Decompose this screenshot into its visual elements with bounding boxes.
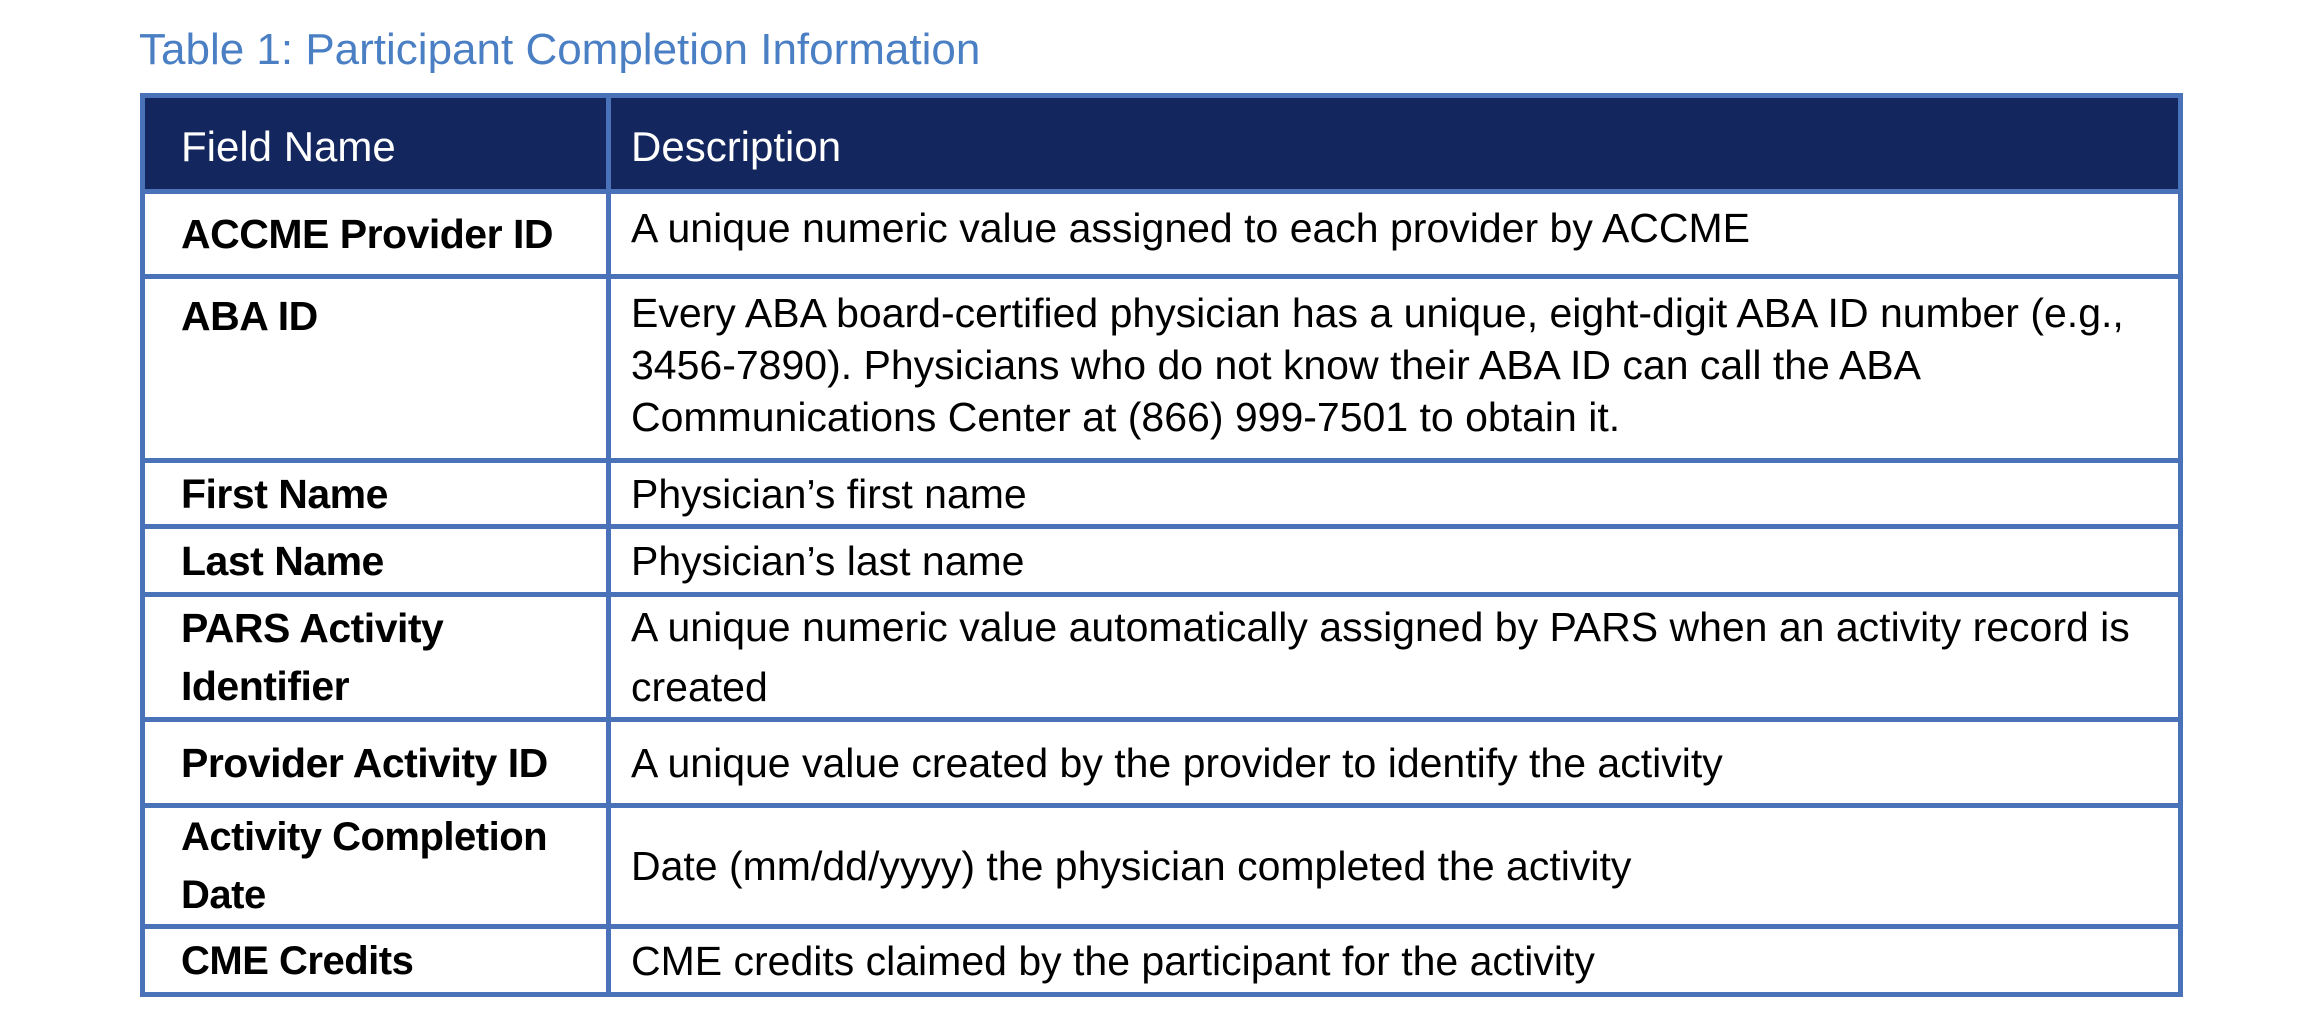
column-header-field-name: Field Name (143, 96, 609, 192)
description-cell: Physician’s last name (609, 527, 2181, 595)
table-row (143, 806, 2181, 927)
table-header-row (143, 96, 2181, 192)
participant-completion-table (140, 93, 2183, 997)
table-row (143, 527, 2181, 595)
table-row (143, 277, 2181, 461)
table-row (143, 927, 2181, 995)
field-name-cell: First Name (143, 461, 609, 527)
field-name-cell: ACCME Provider ID (143, 192, 609, 277)
table-caption: Table 1: Participant Completion Information (139, 25, 981, 74)
field-name-cell: CME Credits (143, 927, 609, 995)
column-header-description: Description (609, 96, 2181, 192)
table-row (143, 720, 2181, 806)
description-cell: CME credits claimed by the participant for the activity (609, 927, 2181, 995)
description-cell: Every ABA board-certified physician has a unique, eight-digit ABA ID number (e.g., 3456-7890). Physicians who do not know their ABA ID can call the ABA Communications Center at (866) 999-7501 to obtain it. (609, 277, 2181, 461)
description-cell: Physician’s first name (609, 461, 2181, 527)
field-name-cell: ABA ID (143, 277, 609, 461)
description-cell: A unique numeric value assigned to each provider by ACCME (609, 192, 2181, 277)
field-name-cell: Last Name (143, 527, 609, 595)
table-row (143, 595, 2181, 720)
field-name-cell: PARS Activity Identifier (143, 595, 609, 720)
description-cell: A unique numeric value automatically assigned by PARS when an activity record is created (609, 595, 2181, 720)
description-cell: Date (mm/dd/yyyy) the physician completed the activity (609, 806, 2181, 927)
table-row (143, 461, 2181, 527)
table-row (143, 192, 2181, 277)
description-cell: A unique value created by the provider to identify the activity (609, 720, 2181, 806)
field-name-cell: Activity Completion Date (143, 806, 609, 927)
field-name-cell: Provider Activity ID (143, 720, 609, 806)
